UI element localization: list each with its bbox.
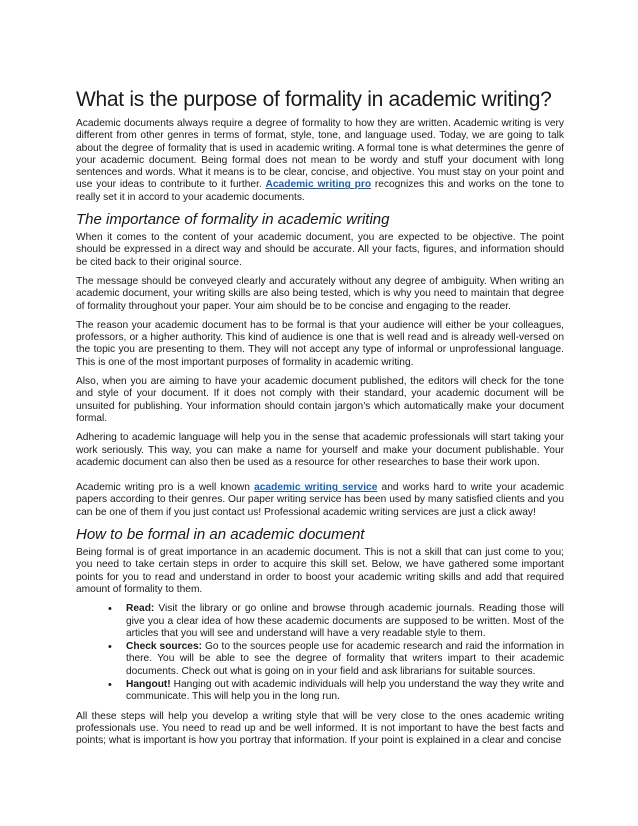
bullet-icon: • [108,603,112,616]
academic-writing-service-link[interactable]: academic writing service [254,482,378,494]
bullet-label: Hangout! [126,678,171,690]
paragraph: The reason your academic document has to be formal is that your audience will either be your colleagues, professors, or a higher authority. This kind of audience is one that is well read and is already well-versed on the topic you are presenting to them. They will not accept any type of informal or unprofessional language. This is one of the most important purposes of formality in academic writing. [76,319,564,368]
promo-text-b: and works hard to write your academic papers according to their genres. Our paper writing service has been used by many satisfied clients and you can be one of them if you just contact us! Professional academic writing services are just a click away! [76,482,564,518]
bullet-label: Read: [126,603,155,615]
closing-paragraph: All these steps will help you develop a writing style that will be very close to the ones academic writing professionals use. You need to read up and be well informed. It is not important to have the best facts and points; what is important is how you portray that information. If your point is explained in a clear and concise [76,710,564,747]
page-title: What is the purpose of formality in academic writing? [76,88,552,111]
bullet-icon: • [108,678,112,691]
paragraph: When it comes to the content of your academic document, you are expected to be objective. The point should be expressed in a direct way and should be accurate. All your facts, figures, and information should be cited back to their original source. [76,232,564,268]
tips-list [76,603,564,703]
document-page [76,88,564,754]
list-item [108,603,564,640]
section2-intro: Being formal is of great importance in an academic document. This is not a skill that can just come to you; you need to take certain steps in order to acquire this skill set. Below, we have gathered some important points for you to read and understand in order to boost your academic writing skills and add that required amount of formality to them. [76,547,564,595]
academic-writing-pro-link[interactable]: Academic writing pro [265,179,372,191]
list-item [108,679,564,704]
bullet-label: Check sources: [126,641,203,653]
paragraph: Adhering to academic language will help you in the sense that academic professionals will start taking your work seriously. This way, you can make a name for yourself and make your document publishable. Your academic document can also then be used as a resource for other researches to base their work upon. [76,432,564,468]
bullet-text: Go to the sources people use for academic research and raid the information in there. You will be able to see the degree of formality that writers impart to their academic documents. Check out what is going on in your field and ask librarians for suitable sources. [126,641,564,677]
section-heading-importance: The importance of formality in academic writing [76,211,390,229]
paragraph: Also, when you are aiming to have your academic document published, the editors will check for the tone and style of your document. If it does not comply with their standard, your academic document will be unsuited for publishing. Your information should contain jargon’s which automatically make your document formal. [76,376,564,424]
intro-text-a: Academic documents always require a degree of formality to how they are written. Academic writing is very different from other genres in terms of format, style, tone, and language used. Today, we are going to talk about the degree of formality that is used in academic writing. A formal tone is what determines the genre of your academic document. Being formal does not mean to be wordy and stuff your document with long sentences and words. What it means is to be clear, concise, and objective. You must stay on your point and use your ideas to contribute to it further. [76,118,564,191]
intro-text-b: recognizes this and works on the tone to really set it in accord to your academic documents. [76,179,564,203]
intro-paragraph [76,118,564,204]
bullet-text: Hanging out with academic individuals will help you understand the way they write and communicate. This will help you in the long run. [126,678,564,703]
section-heading-how-to: How to be formal in an academic document [76,526,365,544]
promo-text-a: Academic writing pro is a well known [76,482,255,494]
promo-paragraph [76,482,564,519]
bullet-text: Visit the library or go online and browse through academic journals. Reading those will give you a clear idea of how these academic documents are supposed to be written. Most of the articles that you will see and understand will have a very readable style to them. [126,603,564,639]
bullet-icon: • [108,641,112,654]
list-item [108,641,564,678]
paragraph: The message should be conveyed clearly and accurately without any degree of ambiguity. When writing an academic document, your writing skills are also being tested, which is why you need to maintain that degree of formality throughout your paper. Your aim should be to be concise and engaging to the reader. [76,275,564,312]
